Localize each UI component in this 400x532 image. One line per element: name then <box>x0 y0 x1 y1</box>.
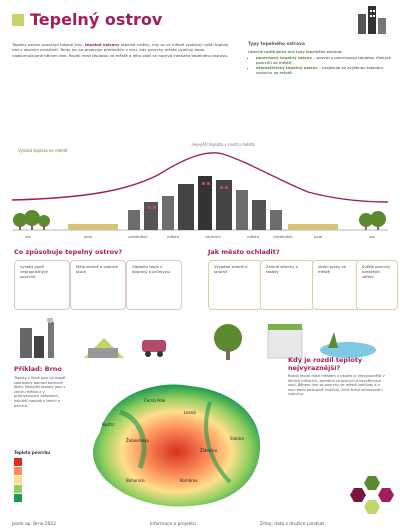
example-heading: Příklad: Brno <box>14 365 62 373</box>
type-item: • povrchový tepelný ostrov – souvisí s povrchovou teplotou různých povrchů ve městě. <box>256 55 393 66</box>
cause-item: Vysoký podíl nepropustných povrchů <box>14 260 70 310</box>
map-label: Žabovřesky <box>126 438 150 443</box>
cooling-heading: Jak město ochladit? <box>208 248 280 256</box>
type-item: • atmosférický tepelný ostrov – projevuje se zvýšenou teplotou vzduchu ve městě. <box>256 65 393 76</box>
hexagon-decoration <box>350 488 366 502</box>
map-label: Bystrc <box>102 422 115 427</box>
footer-right: Zdroj: data z družice Landsat <box>260 522 325 527</box>
map-label: Židenice <box>200 448 218 453</box>
cooling-item: Výsadba zeleně a stromů <box>208 260 262 310</box>
brno-heat-map <box>80 372 268 512</box>
hexagon-decoration <box>364 500 380 514</box>
cooling-item: Světlé povrchy odrážející záření <box>356 260 398 310</box>
when-heading: Kdy je rozdíl teploty nejvýraznější? <box>288 356 363 372</box>
axis-label: centrum <box>205 234 221 239</box>
axis-label: město <box>167 234 179 239</box>
map-label: Černá Pole <box>144 398 166 403</box>
when-text: Rozdíl teplot mezi městem a okolím je nejvýraznější v letních měsících, zejména za jasných a bezvětrných nocí. Během dne se povrchy ve městě zahřívají a v noci teplo postupně uvolňují, čímž brání ochlazování vzduchu. <box>288 374 385 397</box>
map-label: Bohunice <box>126 478 145 483</box>
cause-item: Málo zeleně a vodních ploch <box>70 260 126 310</box>
profile-annotation-peak: nejvyšší teplota v centru města <box>191 142 255 147</box>
map-label: Komárov <box>180 478 198 483</box>
cooling-icons <box>208 318 388 360</box>
footer-center[interactable]: Informace o projektu <box>150 522 196 527</box>
types-box <box>248 42 393 76</box>
cause-icons <box>14 318 174 360</box>
city-buildings-icon <box>356 4 388 34</box>
legend-title: Teplota povrchu <box>14 450 51 455</box>
hexagon-decoration <box>378 488 394 502</box>
temperature-profile-graphic <box>8 140 392 240</box>
example-text: Teploty v Brně jsou na mapě zobrazeny pomocí barevné škály. Nejvyšší teploty jsou v centru města a v průmyslových oblastech, nejnižší naopak v lesích a parcích. <box>14 376 66 408</box>
cooling-item: Zelené střechy a fasády <box>260 260 314 310</box>
axis-label: předměstí <box>128 234 148 239</box>
cooling-item: Vodní prvky ve městě <box>312 260 360 310</box>
profile-annotation-left: Vysoká teplota ve městě <box>18 148 68 153</box>
axis-label: pole <box>83 234 93 239</box>
axis-label: pole <box>313 234 323 239</box>
page-title: Tepelný ostrov <box>30 10 163 29</box>
map-label: Lesná <box>184 410 196 415</box>
footer <box>0 520 400 532</box>
causes-heading: Co způsobuje tepelný ostrov? <box>14 248 123 256</box>
cause-item: Odpadní teplo z dopravy a průmyslu <box>126 260 182 310</box>
footer-left: Jezek ap. Brno 2022 <box>12 522 56 527</box>
title-accent-square <box>12 14 24 26</box>
axis-label: město <box>247 234 259 239</box>
types-intro: Obecně rozlišujeme dva typy tepelného ostrova: <box>248 49 343 55</box>
intro-text: Tepelný ostrov označuje takové jevy, tepelné ostrovy tepelné změny, kdy se ve městě vyskytují vyšší teploty než v okolním prostředí. Tento jev se projevuje především v noci, kdy povrchy města uvolňují teplo naakumulované během dne. Rozdíl mezi teplotou ve městě a jeho okolí se nazývá intenzita tepelného ostrova. <box>12 42 229 58</box>
types-heading: Typy tepelného ostrova <box>248 42 305 47</box>
legend-scale <box>14 458 64 508</box>
axis-label: předměstí <box>273 234 293 239</box>
hexagon-decoration <box>364 476 380 490</box>
axis-label: les <box>369 234 375 239</box>
axis-label: les <box>25 234 31 239</box>
map-label: Slatina <box>230 436 244 441</box>
